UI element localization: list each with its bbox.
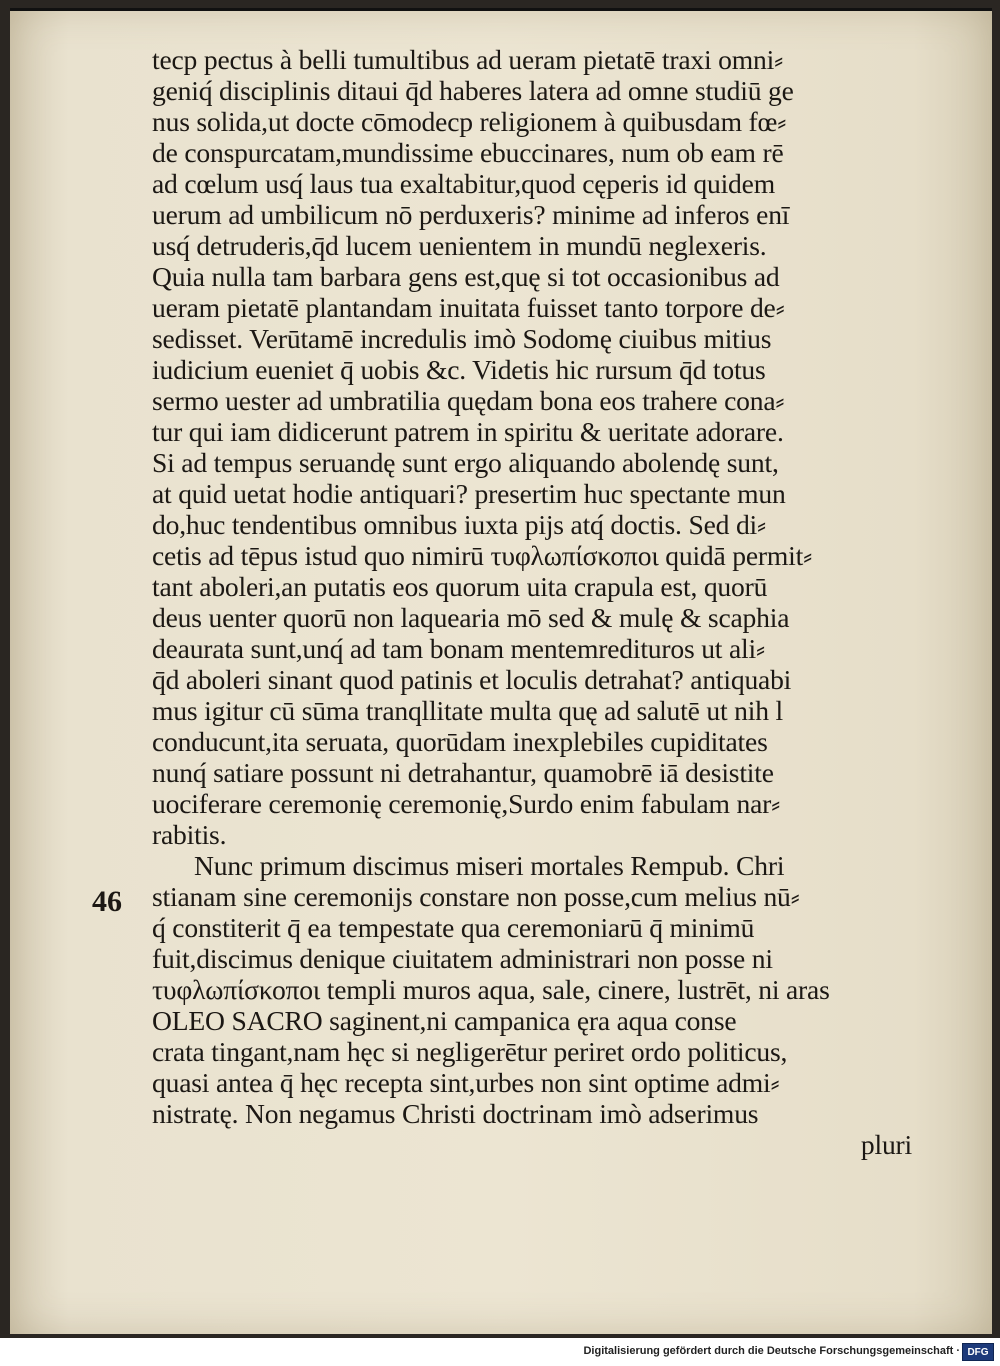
page-top-edge bbox=[10, 8, 992, 11]
catchword: pluri bbox=[860, 1129, 912, 1160]
text-line: sermo uester ad umbratilia quędam bona eos trahere cona⸗ bbox=[152, 385, 785, 416]
text-line: nistratę. Non negamus Christi doctrinam imò adserimus bbox=[152, 1098, 759, 1129]
text-line: do,huc tendentibus omnibus iuxta pijs atq́ doctis. Sed di⸗ bbox=[152, 509, 767, 540]
text-line: sedisset. Verūtamē incredulis imò Sodomę ciuibus mitius bbox=[152, 323, 772, 354]
text-line: Nunc primum discimus miseri mortales Rempub. Chri bbox=[194, 850, 785, 881]
text-line: de conspurcatam,mundissime ebuccinares, num ob eam rē bbox=[152, 137, 784, 168]
text-line: crata tingant,nam hęc si negligerētur periret ordo politicus, bbox=[152, 1036, 788, 1067]
text-line: stianam sine ceremonijs constare non posse,cum melius nū⸗ bbox=[152, 881, 800, 912]
text-line: at quid uetat hodie antiquari? presertim huc spectante mun bbox=[152, 478, 786, 509]
text-line: usq́ detruderis,q̄d lucem uenientem in mundū neglexeris. bbox=[152, 230, 767, 261]
margin-number: 46 bbox=[92, 885, 122, 918]
text-line: tant aboleri,an putatis eos quorum uita crapula est, quorū bbox=[152, 571, 768, 602]
text-line: Si ad tempus seruandę sunt ergo aliquando abolendę sunt, bbox=[152, 447, 779, 478]
text-line: fuit,discimus denique ciuitatem administrari non posse ni bbox=[152, 943, 773, 974]
text-line: OLEO SACRO saginent,ni campanica ęra aqua conse bbox=[152, 1005, 737, 1036]
text-line: τυφλωπίσκοποι templi muros aqua, sale, cinere, lustrēt, ni aras bbox=[152, 974, 830, 1005]
text-line: deaurata sunt,unq́ ad tam bonam mentemredituros ut ali⸗ bbox=[152, 633, 765, 664]
text-line: geniq́ disciplinis ditaui q̄d haberes latera ad omne studiū ge bbox=[152, 75, 794, 106]
text-line: ad cœlum usq́ laus tua exaltabitur,quod cęperis id quidem bbox=[152, 168, 775, 199]
text-line: ueram pietatē plantandam inuitata fuisset tanto torpore de⸗ bbox=[152, 292, 785, 323]
text-line: nus solida,ut docte cōmodecp religionem à quibusdam fœ⸗ bbox=[152, 106, 787, 137]
text-line: cetis ad tēpus istud quo nimirū τυφλωπίσκοποι quidā permit⸗ bbox=[152, 540, 813, 571]
text-line: rabitis. bbox=[152, 819, 227, 850]
text-line: uociferare ceremonię ceremonię,Surdo enim fabulam nar⸗ bbox=[152, 788, 781, 819]
footer-credit: Digitalisierung gefördert durch die Deutsche Forschungsgemeinschaft · bbox=[583, 1345, 960, 1357]
dfg-logo: DFG bbox=[962, 1343, 994, 1361]
text-line: conducunt,ita seruata, quorūdam inexplebiles cupiditates bbox=[152, 726, 768, 757]
text-line: quasi antea q̄ hęc recepta sint,urbes non sint optime admi⸗ bbox=[152, 1067, 780, 1098]
text-line: uerum ad umbilicum nō perduxeris? minime ad inferos enī bbox=[152, 199, 790, 230]
text-line: mus igitur cū sūma tranqllitate multa quę ad salutē ut nih l bbox=[152, 695, 783, 726]
text-line: Quia nulla tam barbara gens est,quę si tot occasionibus ad bbox=[152, 261, 780, 292]
text-line: tur qui iam didicerunt patrem in spiritu & ueritate adorare. bbox=[152, 416, 784, 447]
text-line: q̄d aboleri sinant quod patinis et loculis detrahat? antiquabi bbox=[152, 664, 792, 695]
footer-bar bbox=[0, 1338, 1000, 1366]
text-line: q́ constiterit q̄ ea tempestate qua ceremoniarū q̄ minimū bbox=[152, 912, 755, 943]
text-line: iudicium eueniet q̄ uobis &c. Videtis hic rursum q̄d totus bbox=[152, 354, 766, 385]
page-text bbox=[152, 44, 922, 1160]
text-line: nunq́ satiare possunt ni detrahantur, quamobrē iā desistite bbox=[152, 757, 774, 788]
text-line: deus uenter quorū non laquearia mō sed & mulę & scaphia bbox=[152, 602, 790, 633]
text-line: tecp pectus à belli tumultibus ad ueram pietatē traxi omni⸗ bbox=[152, 44, 784, 75]
